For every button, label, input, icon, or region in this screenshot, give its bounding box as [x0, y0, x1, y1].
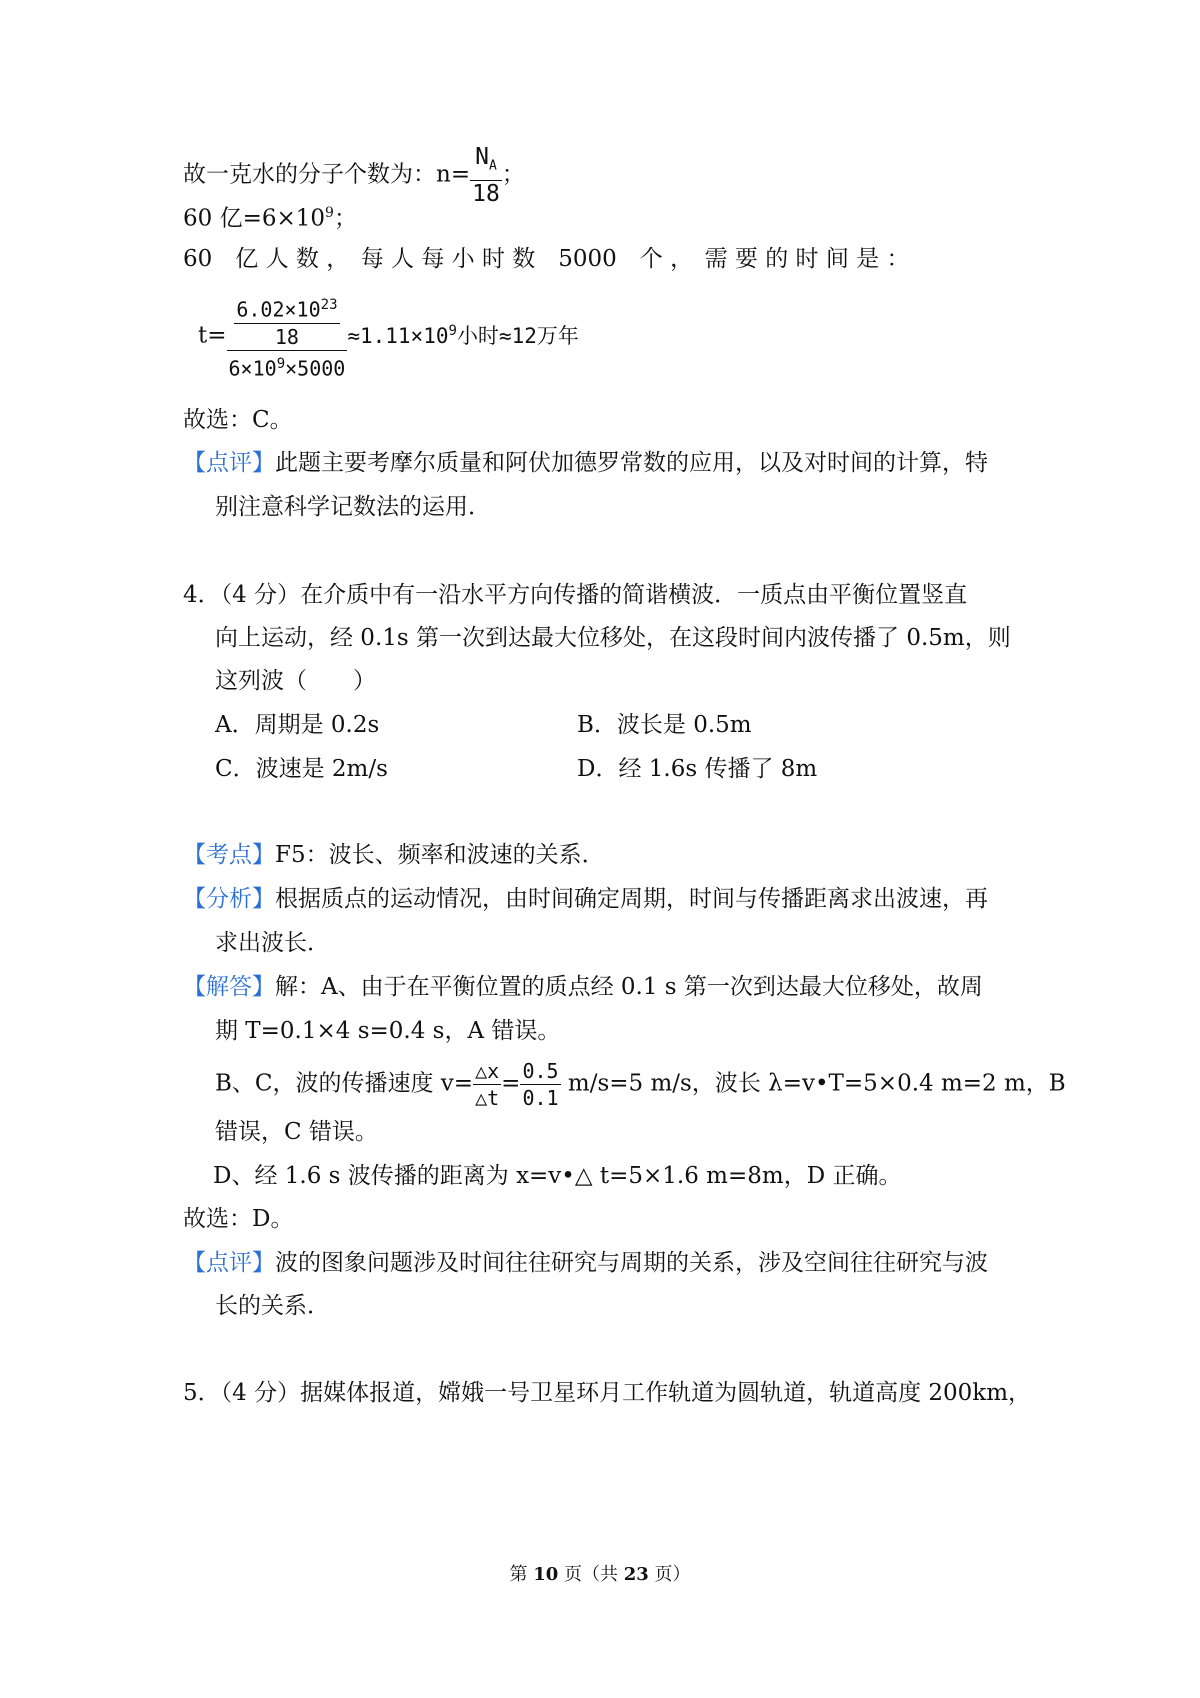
- knowledge-tag: 【考点】: [183, 842, 275, 868]
- question-4: 4．（4 分）在介质中有一沿水平方向传播的简谐横波．一质点由平衡位置竖直: [183, 582, 968, 608]
- knowledge-point: 【考点】F5：波长、频率和波速的关系．: [183, 842, 605, 868]
- text-line: 故一克水的分子个数为：n= $\frac{N_A}{18}$ ；: [183, 144, 525, 207]
- analysis-line: 求出波长．: [215, 930, 330, 956]
- formula-time: t= $\frac{\frac{6.02\times 10^{23}}{18}}{6\times 10^9\times 5000}$ $\approx 1.11\times 10^9$小时≈12万年: [198, 292, 579, 381]
- solution-tag: 【解答】: [183, 974, 275, 1000]
- fraction-outer: $\frac{\frac{6.02\times 10^{23}}{18}}{6\times 10^9\times 5000}$: [227, 292, 348, 381]
- option-c: C．波速是 2m/s: [215, 756, 388, 782]
- question-4-cont: 这列波（ ）: [215, 668, 376, 694]
- fraction: $\frac{0.5}{0.1}$: [522, 1059, 559, 1110]
- analysis-tag: 【分析】: [183, 886, 275, 912]
- solution-line: 【解答】解：A、由于在平衡位置的质点经 0.1 s 第一次到达最大位移处，故周: [183, 974, 983, 1000]
- option-b: B．波长是 0.5m: [577, 712, 752, 738]
- option-d: D．经 1.6s 传播了 8m: [577, 756, 818, 782]
- review-line: 长的关系．: [215, 1293, 330, 1319]
- review-line: 【点评】此题主要考摩尔质量和阿伏加德罗常数的应用，以及对时间的计算，特: [183, 450, 988, 476]
- review-tag: 【点评】: [183, 450, 275, 476]
- answer-line: 故选：D。: [183, 1206, 294, 1232]
- option-a: A．周期是 0.2s: [215, 712, 380, 738]
- review-tag: 【点评】: [183, 1250, 275, 1276]
- solution-line: 错误，C 错误。: [215, 1119, 378, 1145]
- page-footer: 第 10 页（共 23 页）: [509, 1564, 691, 1585]
- solution-formula: B、C，波的传播速度 v= $\frac{\triangle x}{\triangle t}$ = $\frac{0.5}{0.1}$ m/s=5 m/s，波长 λ=v•T=5×0.4 m=2 m，B: [215, 1059, 1066, 1110]
- page-number: 10: [533, 1564, 559, 1585]
- question-5: 5．（4 分）据媒体报道，嫦娥一号卫星环月工作轨道为圆轨道，轨道高度 200km，: [183, 1380, 1032, 1406]
- answer-line: 故选：C。: [183, 407, 293, 433]
- page-total: 23: [623, 1564, 649, 1585]
- text-line: 60 亿 人 数 ， 每 人 每 小 时 数 5000 个 ， 需 要 的 时 间 是 ：: [183, 246, 910, 272]
- fraction: $\frac{N_A}{18}$: [472, 144, 500, 207]
- solution-line: 期 T=0.1×4 s=0.4 s，A 错误。: [215, 1018, 561, 1044]
- question-4-cont: 向上运动，经 0.1s 第一次到达最大位移处，在这段时间内波传播了 0.5m，则: [215, 625, 1011, 651]
- analysis-line: 【分析】根据质点的运动情况，由时间确定周期，时间与传播距离求出波速，再: [183, 886, 988, 912]
- fraction: $\frac{\triangle x}{\triangle t}$: [475, 1059, 500, 1110]
- text-line: 60 亿$=6\times 10^9$；: [183, 205, 357, 232]
- review-line: 【点评】波的图象问题涉及时间往往研究与周期的关系，涉及空间往往研究与波: [183, 1250, 988, 1276]
- fraction-inner: $\frac{6.02\times 10^{23}}{18}$: [234, 292, 339, 350]
- review-line: 别注意科学记数法的运用．: [215, 494, 491, 520]
- solution-line: D、经 1.6 s 波传播的距离为 x=v•△ t=5×1.6 m=8m，D 正确。: [213, 1163, 902, 1189]
